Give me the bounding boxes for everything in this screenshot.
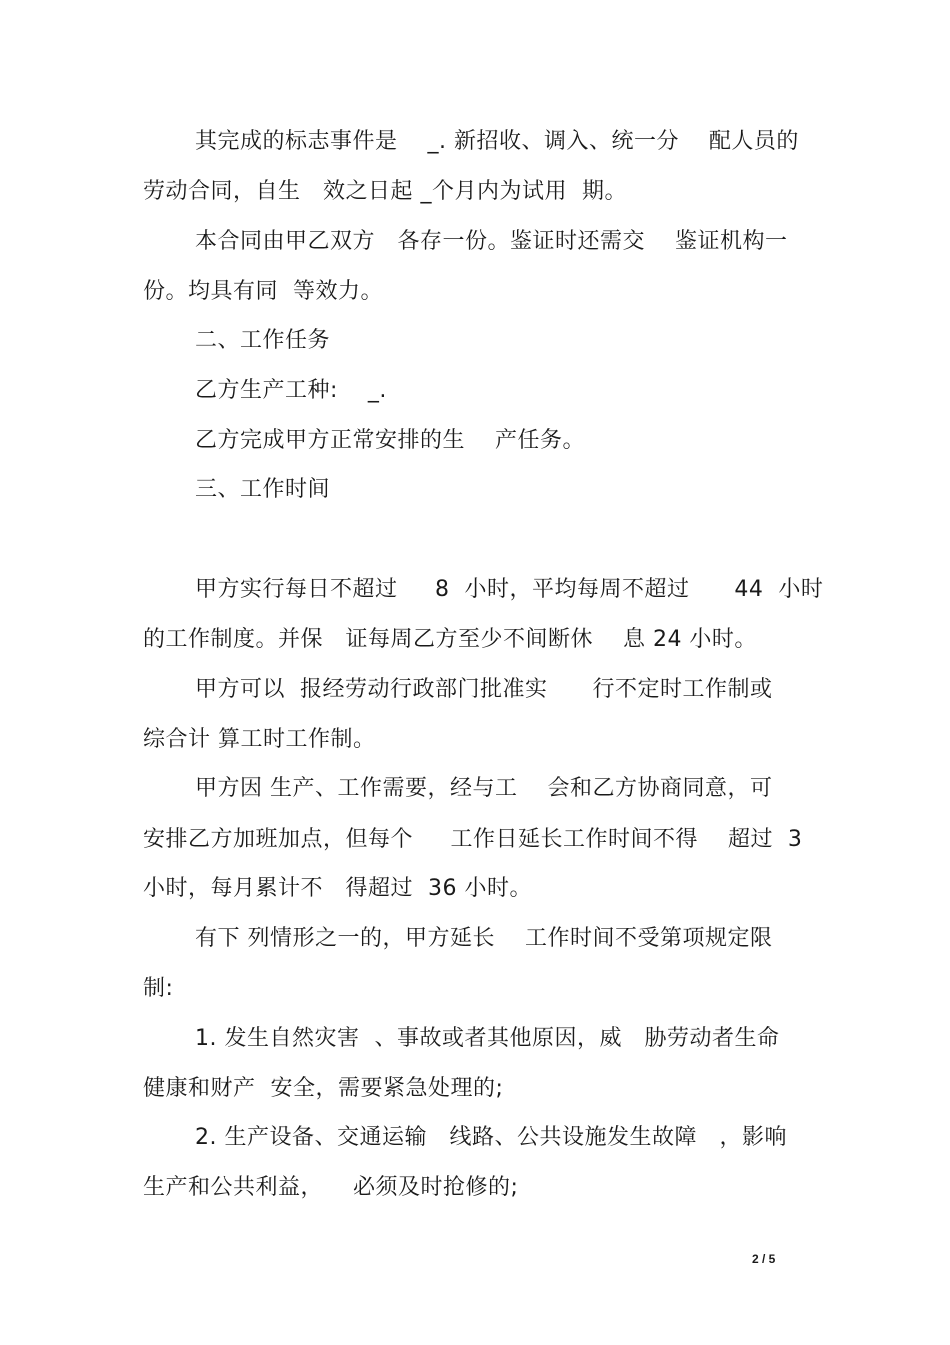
list-item: 2. 生产设备、交通运输 线路、公共设施发生故障 ，影响 xyxy=(195,1125,787,1150)
paragraph-line: 制: xyxy=(143,976,174,1001)
paragraph-line: 乙方生产工种: _. xyxy=(195,378,387,403)
paragraph-line: 份。均具有同 等效力。 xyxy=(143,279,383,304)
paragraph-line: 甲方因 生产、工作需要，经与工 会和乙方协商同意，可 xyxy=(195,776,773,801)
paragraph-line: 甲方可以 报经劳动行政部门批准实 行不定时工作制或 xyxy=(195,677,773,702)
paragraph-line: 本合同由甲乙双方 各存一份。鉴证时还需交 鉴证机构一 xyxy=(195,229,788,254)
paragraph-line: 甲方实行每日不超过 8 小时，平均每周不超过 44 小时 xyxy=(195,577,824,602)
paragraph-line: 劳动合同，自生 效之日起 _个月内为试用 期。 xyxy=(143,179,627,204)
list-item: 1. 发生自然灾害 、事故或者其他原因，威 胁劳动者生命 xyxy=(195,1026,780,1051)
paragraph-line: 健康和财产 安全，需要紧急处理的; xyxy=(143,1076,504,1101)
paragraph-line: 有下 列情形之一的，甲方延长 工作时间不受第项规定限 xyxy=(195,926,773,951)
paragraph-line: 综合计 算工时工作制。 xyxy=(143,727,376,752)
page-number: 2 / 5 xyxy=(752,1252,776,1266)
paragraph-line: 的工作制度。并保 证每周乙方至少不间断休 息 24 小时。 xyxy=(143,627,757,652)
paragraph-line: 乙方完成甲方正常安排的生 产任务。 xyxy=(195,428,585,453)
paragraph-line: 其完成的标志事件是 _. 新招收、调入、统一分 配人员的 xyxy=(195,129,799,154)
paragraph-line: 小时，每月累计不 得超过 36 小时。 xyxy=(143,876,532,901)
section-heading: 二、工作任务 xyxy=(195,328,331,353)
paragraph-line: 安排乙方加班加点，但每个 工作日延长工作时间不得 超过 3 xyxy=(143,827,803,852)
section-heading: 三、工作时间 xyxy=(195,477,331,502)
paragraph-line: 生产和公共利益， 必须及时抢修的; xyxy=(143,1175,519,1200)
